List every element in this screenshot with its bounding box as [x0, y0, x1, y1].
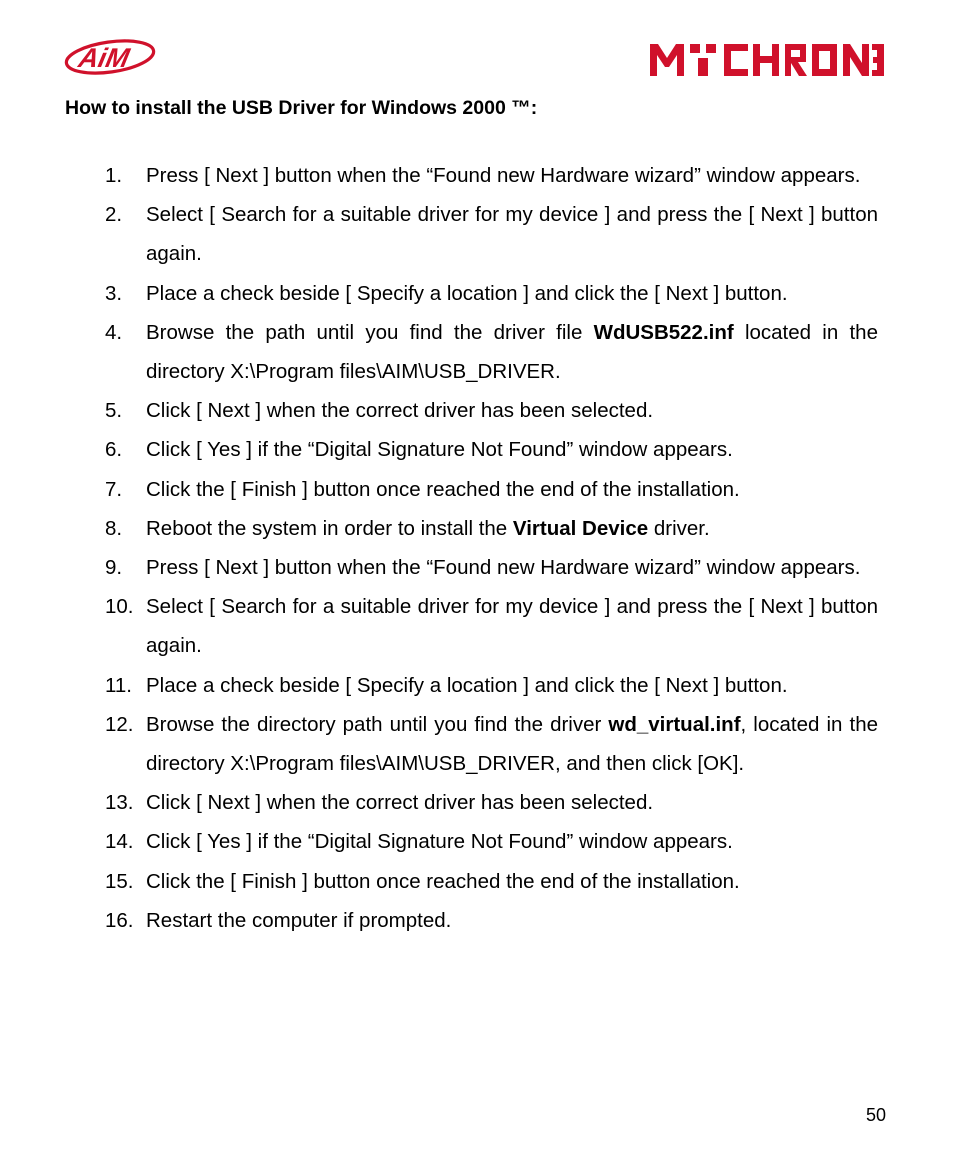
step-text-run: Press [ Next ] button when the “Found new Hardware wizard” window appears. [146, 164, 861, 187]
step-text-run: Click the [ Finish ] button once reached the end of the installation. [146, 869, 740, 893]
step-item [0, 509, 954, 548]
svg-text:AiM: AiM [76, 42, 133, 73]
step-text [146, 470, 878, 509]
step-text [146, 548, 878, 587]
step-text [146, 156, 878, 195]
step-number: 1. [105, 164, 123, 187]
step-item [0, 587, 954, 665]
step-item [0, 666, 954, 705]
step-number: 16. [105, 908, 134, 932]
step-item [0, 391, 954, 430]
step-number: 4. [105, 320, 123, 344]
section-heading: How to install the USB Driver for Windows 2000 ™: [65, 97, 538, 119]
step-number: 7. [105, 477, 123, 501]
step-text [146, 705, 878, 783]
step-number: 3. [105, 281, 123, 305]
step-text-run: Click the [ Finish ] button once reached the end of the installation. [146, 477, 740, 501]
step-text-run: Restart the computer if prompted. [146, 908, 452, 932]
page-number: 50 [866, 1105, 887, 1125]
step-filename: WdUSB522.inf [593, 320, 734, 344]
step-item [0, 822, 954, 861]
step-text-run: Click [ Yes ] if the “Digital Signature Not Found” window appears. [146, 830, 733, 854]
step-item [0, 274, 954, 313]
step-text-run: Place a check beside [ Specify a location ] and click the [ Next ] button. [146, 281, 788, 305]
step-number: 8. [105, 516, 123, 540]
step-text [146, 822, 878, 861]
install-steps-list [0, 156, 954, 940]
step-number: 13. [105, 791, 134, 815]
step-filename: wd_virtual.inf [608, 712, 741, 736]
step-number: 2. [105, 203, 123, 227]
step-text-run: , located in the directory X:\Program files\AIM\USB_DRIVER, and then click [OK]. [146, 712, 878, 776]
step-item [0, 901, 954, 940]
step-text [146, 587, 878, 665]
step-text-run: Click [ Next ] when the correct driver has been selected. [146, 399, 654, 423]
step-number: 14. [105, 830, 134, 854]
step-text [146, 862, 878, 901]
step-text [146, 901, 878, 940]
step-number: 5. [105, 399, 123, 423]
step-item [0, 430, 954, 469]
step-number: 6. [105, 438, 123, 462]
step-number: 11. [105, 673, 132, 697]
step-text [146, 509, 878, 548]
step-item [0, 470, 954, 509]
step-number: 12. [105, 712, 134, 736]
aim-logo [64, 36, 156, 76]
step-text-run: Click [ Yes ] if the “Digital Signature Not Found” window appears. [146, 438, 733, 462]
step-text-run: Select [ Search for a suitable driver for my device ] and press the [ Next ] button again. [146, 595, 878, 658]
step-text-run: Click [ Next ] when the correct driver has been selected. [146, 791, 654, 815]
step-number: 10. [105, 595, 134, 619]
step-text [146, 783, 878, 822]
step-text-run: Press [ Next ] button when the “Found new Hardware wizard” window appears. [146, 556, 861, 580]
step-text-run: Select [ Search for a suitable driver for my device ] and press the [ Next ] button again. [146, 203, 878, 266]
step-text [146, 666, 878, 705]
step-text-run: located in the directory X:\Program files\AIM\USB_DRIVER. [146, 320, 878, 384]
step-text-run: Browse the path until you find the driver file [146, 320, 594, 344]
step-text [146, 391, 878, 430]
step-number: 9. [105, 556, 123, 580]
step-item [0, 313, 954, 391]
step-item [0, 548, 954, 587]
step-text [146, 430, 878, 469]
step-text [146, 195, 878, 273]
step-text [146, 274, 878, 313]
step-item [0, 862, 954, 901]
step-item [0, 705, 954, 783]
step-text [146, 313, 878, 391]
step-item [0, 783, 954, 822]
step-number: 15. [105, 869, 134, 893]
mychron3-logo [648, 40, 884, 78]
step-text-run: Place a check beside [ Specify a location ] and click the [ Next ] button. [146, 673, 788, 697]
step-filename: Virtual Device [512, 516, 649, 540]
step-text-run: Reboot the system in order to install the [146, 516, 513, 540]
step-text-run: driver. [648, 516, 710, 540]
step-text-run: Browse the directory path until you find the driver [146, 712, 609, 736]
step-item [0, 156, 954, 195]
step-item [0, 195, 954, 273]
